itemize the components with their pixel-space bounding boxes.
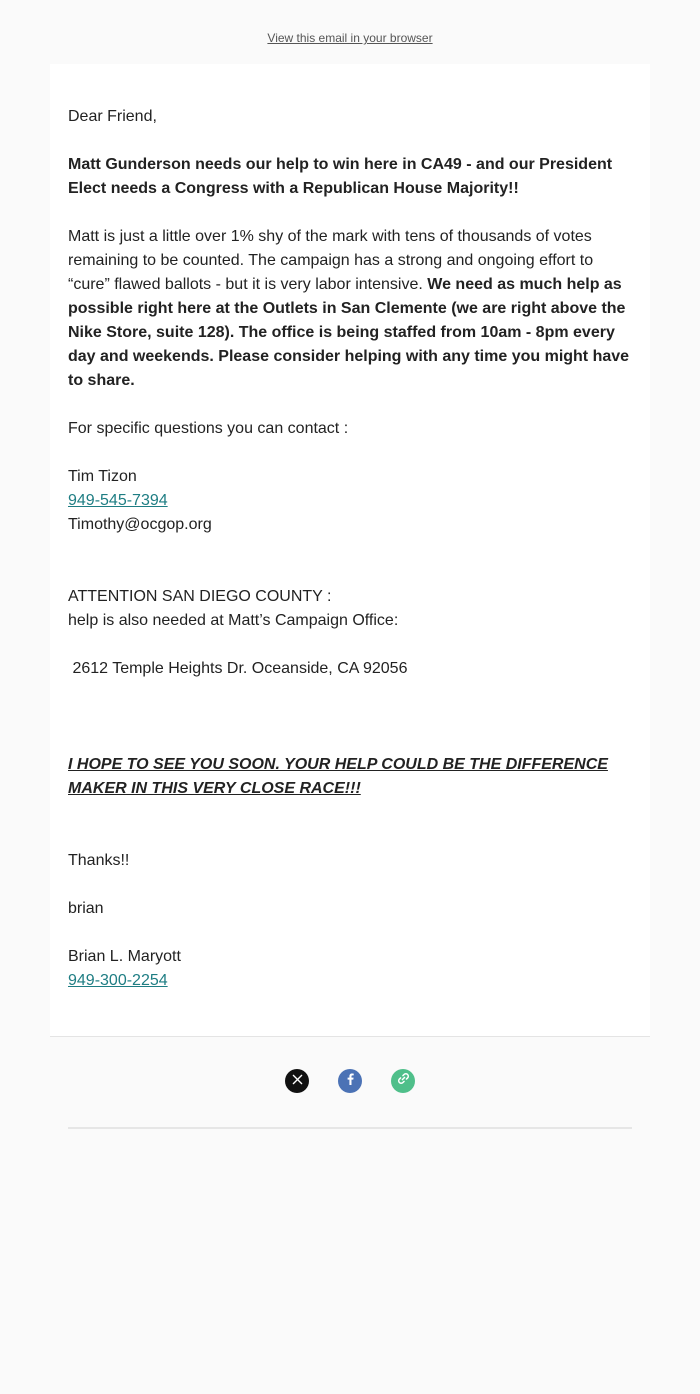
contact-name: Tim Tizon [68,468,137,485]
headline: Matt Gunderson needs our help to win here in CA49 - and our President Elect needs a Congress with a Republican House Majority!! [68,156,613,197]
thanks-text: Thanks!! [68,852,130,869]
email-body [68,105,638,993]
view-in-browser-bar [0,29,700,47]
attention-text: help is also needed at Matt’s Campaign Office: [68,612,399,629]
sender-name: Brian L. Maryott [68,948,181,965]
social-share-row [0,1069,700,1093]
attention-heading: ATTENTION SAN DIEGO COUNTY : [68,588,332,605]
greeting: Dear Friend, [68,108,157,125]
footer-divider-bottom [68,1127,632,1129]
footer-divider-top [50,1036,650,1037]
body-paragraph [68,225,638,393]
link-icon [397,1072,410,1090]
body-intro: Matt is just a little over 1% shy of the mark with tens of thousands of votes remaining to be counted. The campaign has a strong and ongoing effort to “cure” flawed ballots - but it is very labor intensive. [68,228,594,293]
x-icon [292,1072,303,1090]
callout-message: I HOPE TO SEE YOU SOON. YOUR HELP COULD BE THE DIFFERENCE MAKER IN THIS VERY CLOSE RACE!!! [68,756,608,797]
facebook-icon [344,1072,356,1091]
x-share-button[interactable] [285,1069,309,1093]
signoff-text: brian [68,900,104,917]
contact-phone-link[interactable]: 949-545-7394 [68,492,168,509]
body-bold: We need as much help as possible right here at the Outlets in San Clemente (we are right above the Nike Store, suite 128). The office is being staffed from 10am - 8pm every day and weekends. Please consider helping with any time you might have to share. [68,276,630,389]
facebook-share-button[interactable] [338,1069,362,1093]
office-address: 2612 Temple Heights Dr. Oceanside, CA 92056 [68,660,408,677]
contact-email: Timothy@ocgop.org [68,516,212,533]
contact-intro: For specific questions you can contact : [68,420,349,437]
view-in-browser-link[interactable]: View this email in your browser [267,31,433,45]
copy-link-button[interactable] [391,1069,415,1093]
sender-phone-link[interactable]: 949-300-2254 [68,972,168,989]
